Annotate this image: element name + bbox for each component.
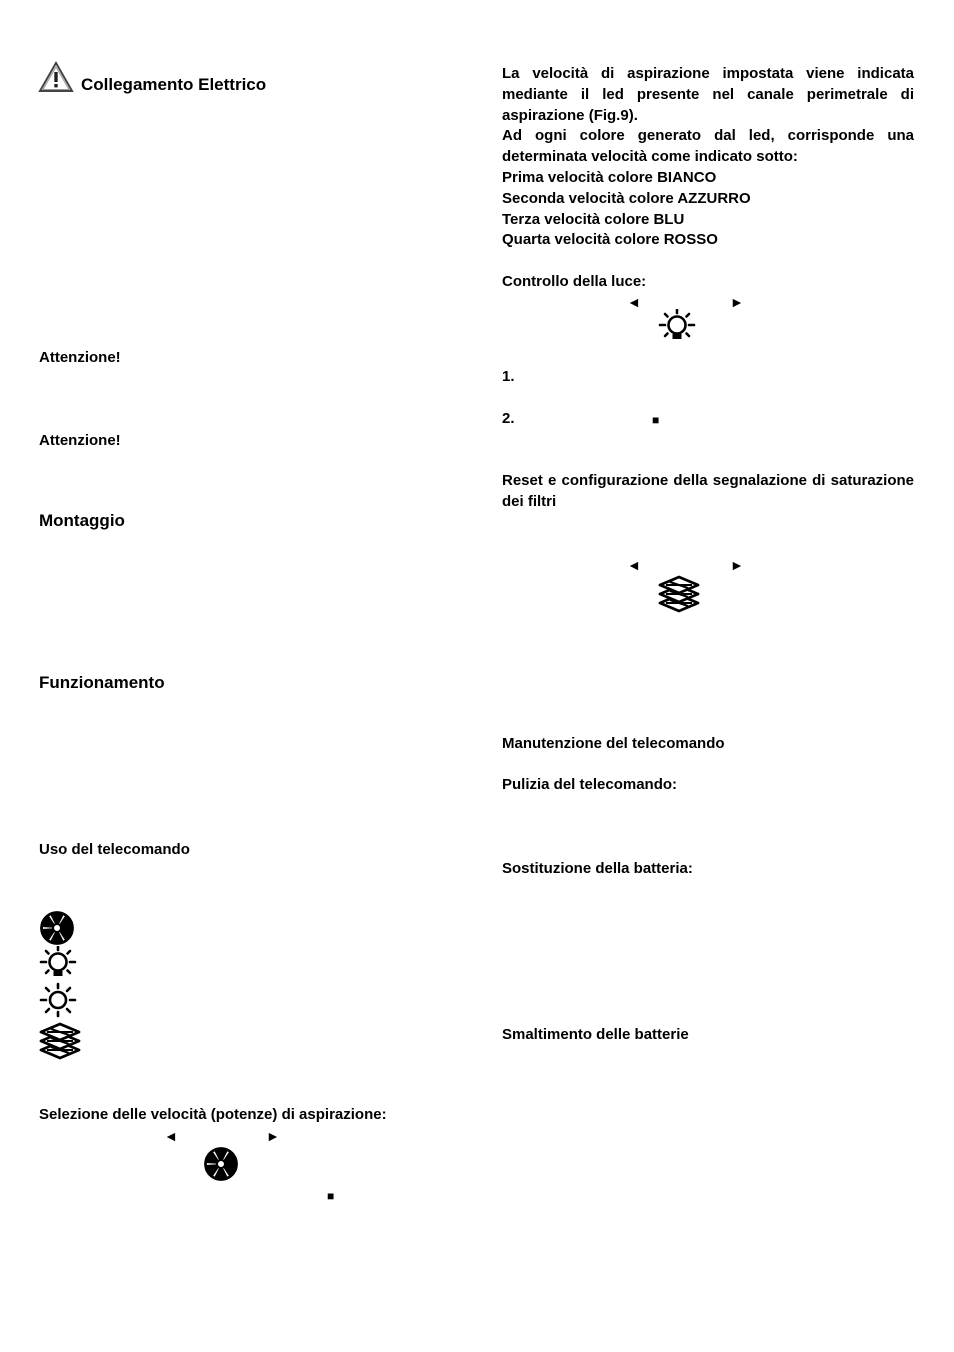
fan-icon [39, 910, 75, 946]
light-bulb-icon [38, 946, 78, 982]
filter-layers-icon [38, 1022, 82, 1060]
speed-selection-heading: Selezione delle velocità (potenze) di aspirazione: [39, 1106, 387, 1123]
stop-square-icon: ■ [652, 413, 660, 427]
warning-label-1: Attenzione! [39, 349, 121, 366]
speed-led-paragraph: La velocità di aspirazione impostata viene indicata mediante il led presente nel canale perimetrale di aspirazione (Fig.9). Ad ogni colore generato dal led, corrisponde una determinata velocità come indicato sotto: Prima velocità colore BIANCO Seconda velocità colore AZZURRO Terza velocità colore BLU Quarta velocità colore ROSSO [502, 65, 914, 249]
left-arrow-icon: ◄ [627, 557, 641, 573]
warning-label-2: Attenzione! [39, 432, 121, 449]
filter-layers-icon [657, 575, 701, 613]
warning-icon [38, 61, 74, 93]
sun-icon [38, 982, 78, 1018]
right-arrow-icon: ► [730, 294, 744, 310]
fan-icon [203, 1146, 239, 1182]
assembly-heading: Montaggio [39, 511, 125, 530]
operation-heading: Funzionamento [39, 673, 165, 692]
left-arrow-icon: ◄ [627, 294, 641, 310]
step-1-label: 1. [502, 368, 515, 385]
battery-disposal-heading: Smaltimento delle batterie [502, 1026, 689, 1043]
light-control-heading: Controllo della luce: [502, 273, 647, 290]
right-arrow-icon: ► [266, 1128, 280, 1144]
light-bulb-icon [657, 309, 697, 345]
remote-use-heading: Uso del telecomando [39, 841, 190, 858]
electrical-connection-heading: Collegamento Elettrico [81, 75, 267, 94]
left-arrow-icon: ◄ [164, 1128, 178, 1144]
remote-maintenance-heading: Manutenzione del telecomando [502, 735, 725, 752]
right-arrow-icon: ► [730, 557, 744, 573]
stop-square-icon: ■ [327, 1189, 335, 1203]
filter-reset-heading: Reset e configurazione della segnalazione di saturazione dei filtri [502, 472, 914, 510]
remote-cleaning-heading: Pulizia del telecomando: [502, 776, 678, 793]
battery-replacement-heading: Sostituzione della batteria: [502, 860, 693, 877]
step-2-label: 2. [502, 410, 515, 427]
